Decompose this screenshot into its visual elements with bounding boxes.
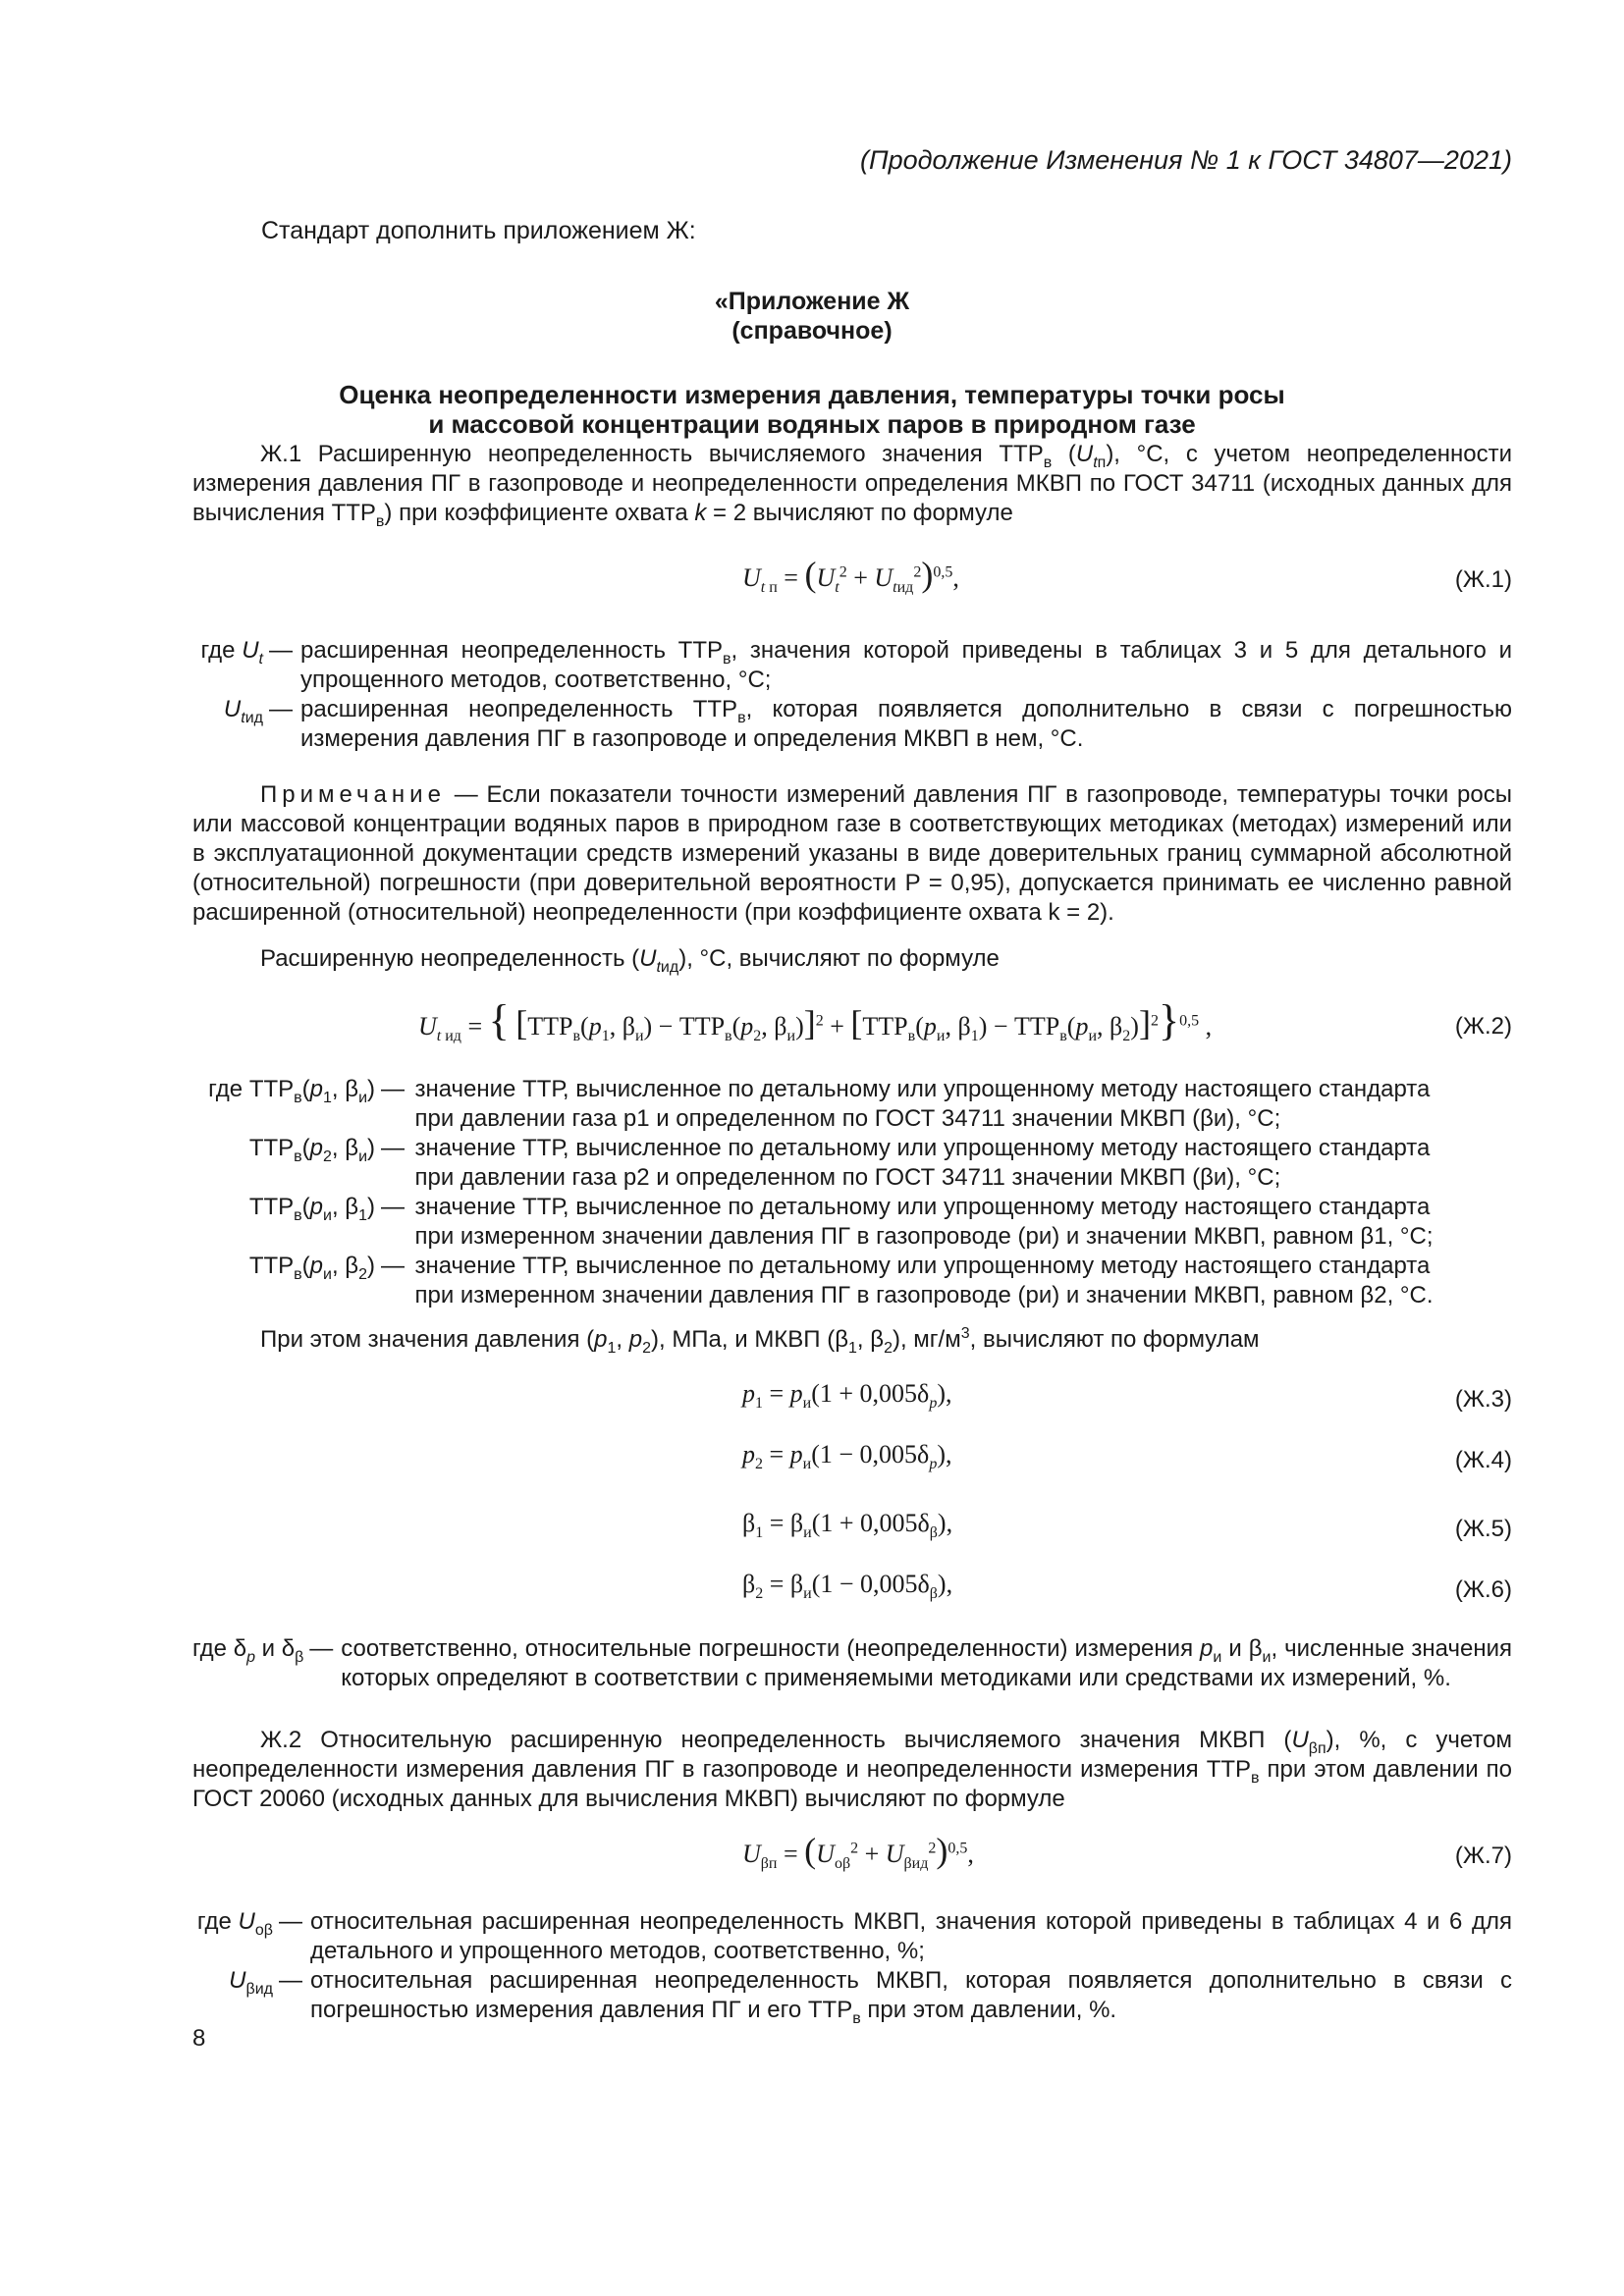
equation-number: (Ж.6) [1454,1576,1512,1603]
intro-text: Стандарт дополнить приложением Ж: [261,217,696,244]
definition-item: где $ТТР_в(p_1$, $\beta_и$) — значение ТТР, вычисленное по детальному или упрощенному методу настоящего стандарта при давлении газа p1 и определенном по ГОСТ 34711 значении МКВП (βи), °С; [208,1076,1431,1132]
equation-zh2: $U_{t ид}$ = { [$ТТР_в(p_1$, $\beta_и) - ТТР_в(p_2$, $\beta_и)]^2 + [ТТР_в(p_и$, $\beta_1) - ТТР_в(p_и$, $\beta_2)]^2\}^{0,5}$ , (Ж.2) [418,996,1512,1045]
note [192,780,1512,928]
appendix-title-line1: Оценка неопределенности измерения давления, температуры точки росы [339,380,1285,409]
equation-zh1: $U_{t п} = (U_t^2 + U_{tид}^2)^{0,5}$, (Ж.1) [742,555,1512,597]
continuation-header: (Продолжение Изменения № 1 к ГОСТ 34807—2021) [860,145,1512,175]
definitions-4 [192,1907,1512,2025]
definition-item: $ТТР_в(p_и$, $\beta_1$) — значение ТТР, вычисленное по детальному или упрощенному методу настоящего стандарта при измеренном значении давления ПГ в газопроводе (pи) и значении МКВП, равном β1, °С; [248,1194,1434,1250]
equation-number: (Ж.1) [1454,566,1512,593]
equation-zh4: $p_2 = p_и(1 - 0,005\delta_p)$, (Ж.4) [742,1440,1512,1473]
paragraph-zh2: Ж.2 Относительную расширенную неопределенность вычисляемого значения МКВП $(U_{\beta п})$, %, с учетом неопределенности измерения давления ПГ в газопроводе и неопределенности измерения $ТТР_в$ при этом давлении по ГОСТ 20060 (исходных данных для вычисления МКВП) вычисляют по формуле [192,1727,1513,1812]
equation-zh5: $\beta_1 = \beta_и(1 + 0,005\delta_\beta)$, (Ж.5) [742,1509,1512,1542]
definition-item: где $U_t$ — расширенная неопределенность $ТТР_в$, значения которой приведены в таблицах 3 и 5 для детального и упрощенного методов, соответственно, °С; [200,637,1512,693]
definition-item: $ТТР_в(p_2$, $\beta_и$) — значение ТТР, вычисленное по детальному или упрощенному методу настоящего стандарта при давлении газа p2 и определенном по ГОСТ 34711 значении МКВП (βи), °С; [248,1135,1431,1191]
note-text: — Если показатели точности измерений давления ПГ в газопроводе, температуры точки росы или массовой концентрации водяных паров в природном газе в соответствующих методиках (методах) измерений или в эксплуатационной документации средств измерений указаны в виде доверительных границ суммарной абсолютной (относительной) погрешности (при доверительной вероятности P = 0,95), допускается принимать ее численно равной расширенной (относительной) неопределенности (при коэффициенте охвата k = 2). [192,781,1512,926]
appendix-type: (справочное) [731,317,893,345]
definition-item: где $\delta_p$ и $\delta_\beta$ — соответственно, относительные погрешности (неопределенности) измерения $p_и$ и $\beta_и$, численные значения которых определяют в соответствии с применяемыми методиками или средствами их измерений, %. [192,1635,1513,1691]
paragraph-zh1: Ж.1 Расширенную неопределенность вычисляемого значения $ТТР_в$ $(U_{tп})$, °С, с учетом неопределенности измерения давления ПГ в газопроводе и неопределенности определения МКВП по ГОСТ 34711 (исходных данных для вычисления $ТТР_в$) при коэффициенте охвата k = 2 вычисляют по формуле [192,441,1512,530]
note-label: Примечание [260,781,446,808]
appendix-label: «Приложение Ж [714,288,910,315]
definition-item: $U_{\beta ид}$ — относительная расширенная неопределенность МКВП, которая появляется дополнительно в связи с погрешностью измерения давления ПГ и его $ТТР_в$ при этом давлении, %. [229,1967,1512,2027]
paragraph-3: При этом значения давления ($p_1$, $p_2$), МПа, и МКВП ($\beta_1$, $\beta_2$), $мг/м^3$, вычисляют по формулам [260,1325,1260,1357]
definitions-2 [192,1075,1512,1310]
equation-number: (Ж.5) [1454,1516,1512,1542]
paragraph-2: Расширенную неопределенность $(U_{tид})$, °С, вычисляют по формуле [260,945,1000,976]
equation-zh7: $U_{\beta п} = (U_{о\beta}^2 + U_{\beta ид}^2)^{0,5}$, (Ж.7) [742,1831,1512,1873]
equation-number: (Ж.7) [1454,1842,1512,1869]
definition-item: $ТТР_в(p_и$, $\beta_2$) — значение ТТР, вычисленное по детальному или упрощенному методу настоящего стандарта при измеренном значении давления ПГ в газопроводе (pи) и значении МКВП, равном β2, °С. [248,1253,1434,1308]
page-number: 8 [192,2025,206,2052]
equation-number: (Ж.3) [1454,1386,1512,1413]
definition-item: $U_{tид}$ — расширенная неопределенность $ТТР_в$, которая появляется дополнительно в связи с погрешностью измерения давления ПГ в газопроводе и определения МКВП в нем, °С. [223,696,1512,752]
definition-item: где $U_{о\beta}$ — относительная расширенная неопределенность МКВП, значения которой приведены в таблицах 4 и 6 для детального и упрощенного методов, соответственно, %; [196,1908,1512,1964]
appendix-title-line2: и массовой концентрации водяных паров в природном газе [428,409,1196,439]
definitions-3 [192,1634,1512,1693]
equation-number: (Ж.2) [1454,1013,1512,1040]
equation-number: (Ж.4) [1454,1447,1512,1473]
equation-zh6: $\beta_2 = \beta_и(1 - 0,005\delta_\beta)$, (Ж.6) [742,1570,1512,1603]
definitions-1 [192,636,1512,754]
equation-zh3: $p_1 = p_и(1 + 0,005\delta_p)$, (Ж.3) [742,1379,1512,1413]
